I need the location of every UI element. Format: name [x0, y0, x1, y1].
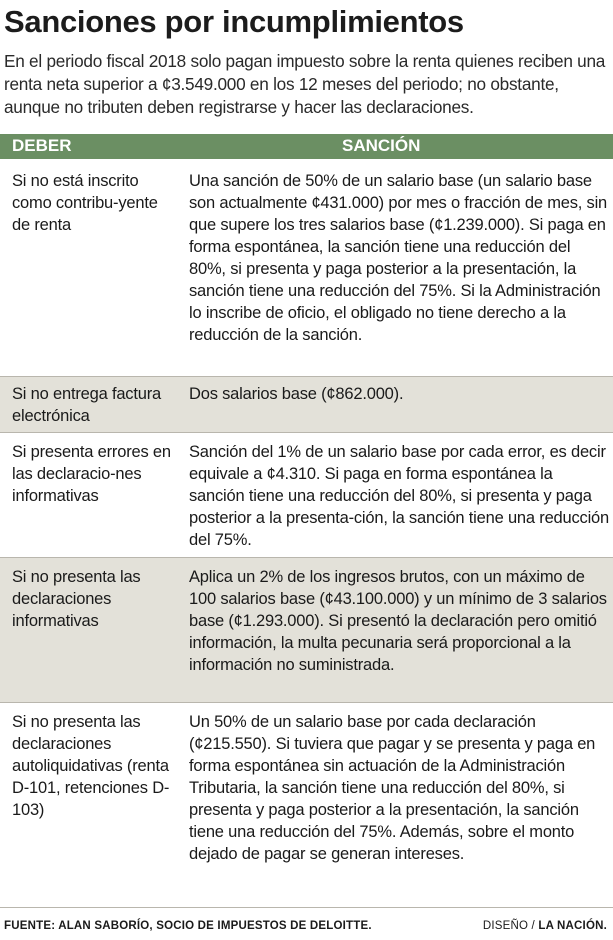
- deber-cell: Si presenta errores en las declaracio-nes informativas: [12, 443, 171, 505]
- table-row: [0, 433, 613, 558]
- header-deber: DEBER: [12, 136, 72, 155]
- intro-paragraph: En el periodo fiscal 2018 solo pagan impuesto sobre la renta quienes reciben una renta neta superior a ¢3.549.000 en los 12 meses del periodo; no obstante, aunque no tributen deben registrarse y hacer las declaraciones.: [4, 51, 606, 117]
- sancion-cell: Aplica un 2% de los ingresos brutos, con un máximo de 100 salarios base (¢43.100.000) y un mínimo de 3 salarios base (¢1.293.000). Si presentó la declaración pero omitió información, la multa pecunaria será proporcional a la información no suministrada.: [189, 568, 607, 674]
- design-label: DISEÑO /: [482, 920, 535, 932]
- header-sancion: SANCIÓN: [342, 136, 421, 155]
- deber-cell: Si no entrega factura electrónica: [12, 385, 161, 425]
- table-row: [0, 159, 613, 377]
- table-header: [0, 134, 613, 159]
- brand-name: LA NACIÓN.: [538, 920, 607, 932]
- page-title: Sanciones por incumplimientos: [4, 4, 464, 39]
- table-row: [0, 377, 613, 433]
- deber-cell: Si no presenta las declaraciones informativas: [12, 568, 141, 630]
- deber-cell: Si no está inscrito como contribu-yente de renta: [12, 172, 158, 234]
- sancion-cell: Un 50% de un salario base por cada declaración (¢215.550). Si tuviera que pagar y se presenta y paga en forma espontánea sin actuación de la Administración Tributaria, la sanción tiene una reducción del 80%, si presenta y paga posterior a la presentación, la sanción tiene una reducción del 75%. Además, sobre el monto dejado de pagar se generan intereses.: [189, 713, 596, 863]
- sancion-cell: Dos salarios base (¢862.000).: [189, 385, 404, 403]
- deber-cell: Si no presenta las declaraciones autoliquidativas (renta D-101, retenciones D-103): [12, 713, 170, 819]
- sancion-cell: Una sanción de 50% de un salario base (un salario base son actualmente ¢431.000) por mes o fracción de mes, sin que supere los tres salarios base (¢1.239.000). Si paga en forma espontánea, la sanción tiene una reducción del 80%, si presenta y paga posterior a la presentación, la sanción tiene una reducción del 75%. Si la Administración lo inscribe de oficio, el obligado no tiene derecho a la reducción de la sanción.: [189, 172, 608, 344]
- source-credit: FUENTE: ALAN SABORÍO, SOCIO DE IMPUESTOS DE DELOITTE.: [4, 920, 372, 932]
- footer: [0, 907, 613, 940]
- sancion-cell: Sanción del 1% de un salario base por cada error, es decir equivale a ¢4.310. Si paga en forma espontánea la sanción tiene una reducción del 80%, si presenta y paga posterior a la presenta-ción, la sanción tiene una reducción del 75%.: [189, 443, 610, 549]
- design-credit: [483, 920, 607, 932]
- table-row: [0, 703, 613, 907]
- table-row: [0, 558, 613, 703]
